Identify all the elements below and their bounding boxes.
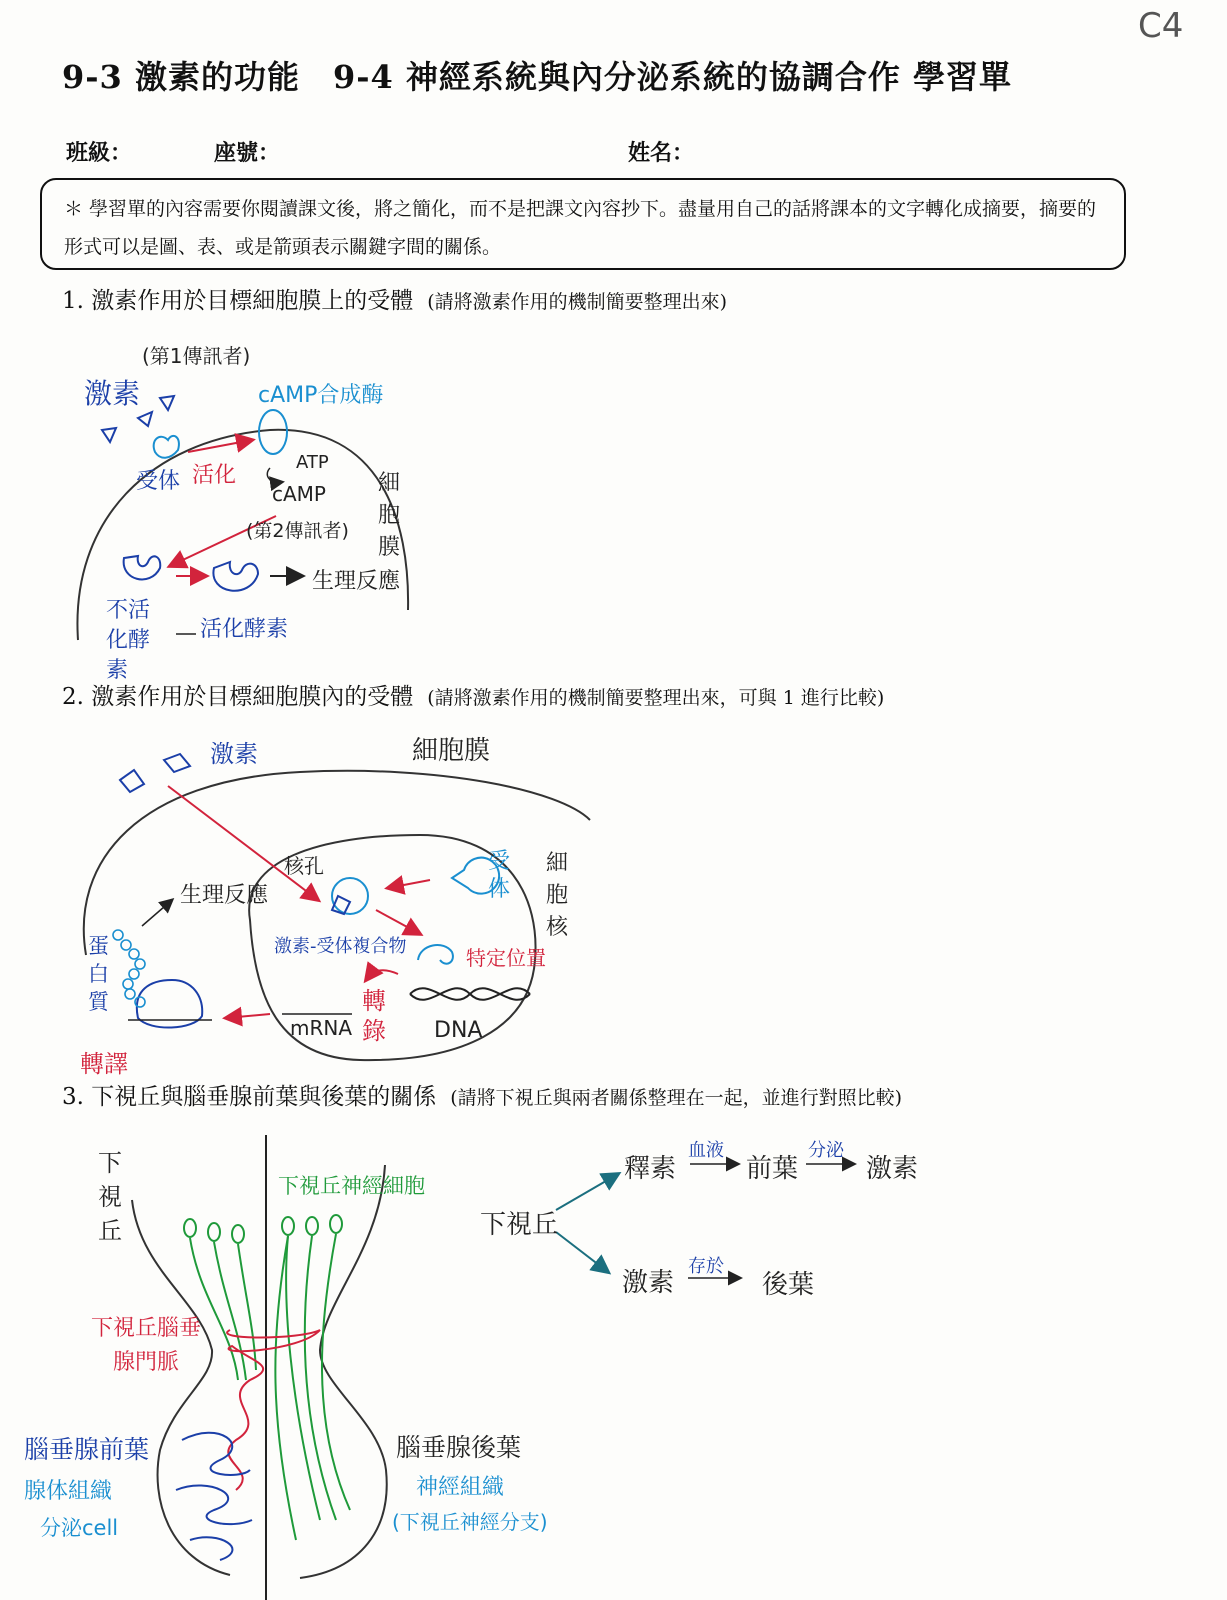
d3-posterior: 腦垂腺後葉 xyxy=(396,1433,522,1462)
d3-posterior-axon: (下視丘神經分支) xyxy=(392,1510,548,1534)
d1-atp: ATP xyxy=(296,452,329,473)
d3-back: 後葉 xyxy=(762,1270,815,1300)
d3-hypothalamus: 下視丘 xyxy=(98,1149,122,1245)
pituitary-outline-right xyxy=(300,1165,387,1578)
d1-activate: 活化 xyxy=(192,463,237,488)
name-field-label: 姓名： xyxy=(628,140,695,166)
d1-active-enzyme: 活化酵素 xyxy=(200,617,289,642)
question-2-label: 2. 激素作用於目標細胞膜內的受體 xyxy=(62,684,414,710)
d1-first-messenger: (第1傳訊者) xyxy=(142,344,251,368)
d3-anterior: 腦垂腺前葉 xyxy=(24,1435,150,1464)
d1-membrane: 細胞膜 xyxy=(378,471,401,560)
d2-complex: 激素-受体複合物 xyxy=(274,936,407,957)
d3-anterior-tissue: 腺体組織 xyxy=(24,1479,113,1504)
d3-blood: 血液 xyxy=(688,1140,724,1161)
anterior-tissue-lines xyxy=(176,1433,252,1560)
question-3-label: 3. 下視丘與腦垂腺前葉與後葉的關係 xyxy=(62,1084,437,1110)
d1-hormone: 激素 xyxy=(84,377,141,410)
receptor-shape xyxy=(154,436,179,458)
d3-secrete: 分泌 xyxy=(808,1140,844,1161)
d1-inactive-enzyme: 不活化酵素 xyxy=(106,598,151,683)
hormone-shape xyxy=(120,770,144,792)
d2-specific-site: 特定位置 xyxy=(466,946,546,970)
d2-nuclear-pore: 核孔 xyxy=(284,854,324,878)
hormone-shape xyxy=(160,396,174,410)
question-1-hint: (請將激素作用的機制簡要整理出來) xyxy=(427,291,728,313)
hormone-shape xyxy=(102,428,116,442)
d2-receptor: 受体 xyxy=(488,849,511,902)
question-1-label: 1. 激素作用於目標細胞膜上的受體 xyxy=(62,288,414,314)
question-2-hint: (請將激素作用的機制簡要整理出來，可與 1 進行比較) xyxy=(427,687,885,709)
d3-hormone2: 激素 xyxy=(622,1268,675,1298)
camp-enzyme-shape xyxy=(259,410,287,454)
d3-portal: 下視丘腦垂腺門脈 xyxy=(90,1316,201,1375)
d3-releasing: 釋素 xyxy=(624,1154,677,1184)
d3-stored: 存於 xyxy=(688,1256,724,1277)
d1-receptor: 受体 xyxy=(136,469,181,494)
d1-camp-enzyme: cAMP合成酶 xyxy=(258,383,384,408)
d2-transcription: 轉錄 xyxy=(362,987,386,1045)
pituitary-outline-left xyxy=(132,1200,230,1575)
hormone-shape xyxy=(138,412,152,426)
d2-mrna: mRNA xyxy=(290,1016,353,1040)
d2-protein: 蛋白質 xyxy=(88,934,109,1014)
d3-hormone-out: 激素 xyxy=(866,1154,919,1184)
hormone-shape xyxy=(164,754,190,772)
question-3-hint: (請將下視丘與兩者關係整理在一起，並進行對照比較) xyxy=(450,1087,903,1109)
d1-response: 生理反應 xyxy=(312,569,401,594)
instruction-box: ＊ 學習單的內容需要你閱讀課文後，將之簡化，而不是把課文內容抄下。盡量用自己的話將課本的文字轉化成摘要，摘要的形式可以是圖、表、或是箭頭表示關鍵字間的關係。 xyxy=(40,178,1126,270)
class-field-label: 班級： xyxy=(66,140,133,166)
d1-second-messenger: (第2傳訊者) xyxy=(246,520,349,542)
d3-anterior-cell: 分泌cell xyxy=(40,1516,119,1540)
corner-mark: C4 xyxy=(1138,6,1184,46)
d2-dna: DNA xyxy=(434,1018,483,1043)
d2-cell-membrane: 細胞膜 xyxy=(412,736,491,766)
d3-front: 前葉 xyxy=(746,1154,799,1184)
d2-hormone: 激素 xyxy=(210,740,258,768)
d2-nucleus: 細胞核 xyxy=(546,851,569,940)
seat-field-label: 座號： xyxy=(214,140,281,166)
d3-flow-hypothalamus: 下視丘 xyxy=(480,1210,559,1240)
d1-camp: cAMP xyxy=(272,482,326,506)
diagram-2-intracellular-receptor xyxy=(84,754,590,1060)
d3-neuron: 下視丘神經細胞 xyxy=(278,1174,425,1198)
d2-response: 生理反應 xyxy=(180,883,269,908)
page-title: 9-3 激素的功能 9-4 神經系統與內分泌系統的協調合作 學習單 xyxy=(62,58,1013,96)
d3-posterior-tissue: 神經組織 xyxy=(416,1475,505,1500)
inactive-enzyme-shape xyxy=(124,556,161,579)
active-enzyme-shape xyxy=(213,562,258,591)
cell-membrane-outline xyxy=(84,771,590,955)
d2-translation: 轉譯 xyxy=(80,1050,128,1078)
